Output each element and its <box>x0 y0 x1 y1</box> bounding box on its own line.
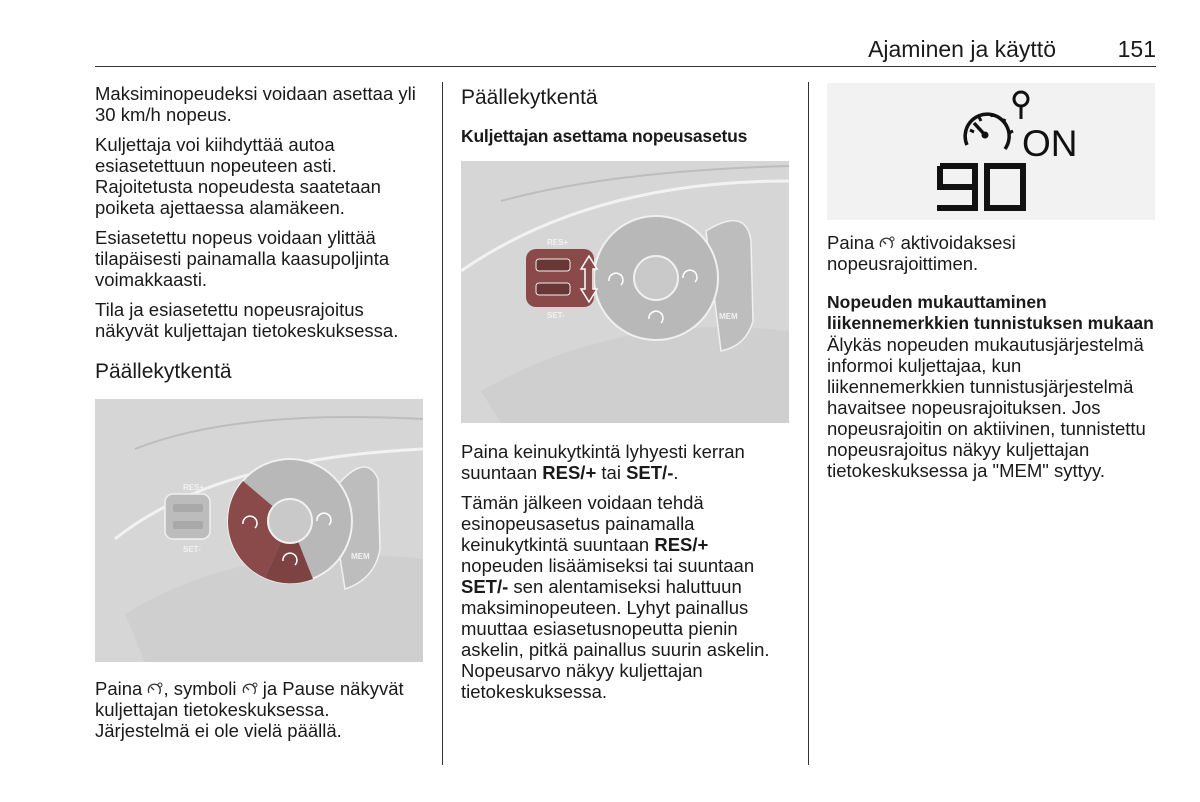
driver-display-figure <box>827 83 1155 220</box>
section-heading: Päällekytkentä <box>95 360 232 383</box>
rocker-switch-illustration <box>461 161 789 423</box>
paragraph: Tämän jälkeen voidaan tehdä esinopeusasetus painamalla keinukytkintä suuntaan RES/+ nopeuden lisäämiseksi tai suuntaan SET/- sen alentamiseksi haluttuun maksiminopeuteen. Lyhyt painallus muuttaa esiasetusnopeutta pienin askelin, pitkä painallus suurin askelin. Nopeusarvo näkyy kuljettajan tietokeskuksessa. <box>461 492 770 702</box>
speed-display-illustration <box>827 83 1155 220</box>
page-header <box>95 36 1156 67</box>
speed-limiter-icon <box>242 682 258 696</box>
paragraph: Älykäs nopeuden mukautusjärjestelmä informoi kuljettajaa, kun liikennemerkkien tunnistusjärjestelmä havaitsee nopeusrajoituksen. Jos nopeusrajoitin on aktiivinen, tunnistettu nopeusrajoitus näkyy kuljettajan tietokeskuksessa ja "MEM" syttyy. <box>827 334 1146 481</box>
steering-wheel-controls-figure <box>95 399 423 662</box>
steering-wheel-illustration <box>95 399 423 662</box>
column-2 <box>461 83 791 711</box>
speed-limiter-icon <box>879 236 895 250</box>
sub-heading: Kuljettajan asettama nopeusasetus <box>461 126 748 146</box>
paragraph: Esiasetettu nopeus voidaan ylittää tilapäisesti painamalla kaasupoljinta voimakkaasti. <box>95 227 390 290</box>
mem-label: MEM <box>351 552 370 561</box>
rocker-switch-figure <box>461 161 789 423</box>
set-label: SET- <box>547 311 565 320</box>
paragraph: Paina aktivoidaksesi nopeusrajoittimen. <box>827 232 1016 274</box>
mem-label: MEM <box>719 312 738 321</box>
column-divider-2 <box>808 82 809 765</box>
on-status-text: ON <box>1022 123 1078 164</box>
paragraph: Maksiminopeudeksi voidaan asettaa yli 30 km/h nopeus. <box>95 83 416 125</box>
set-label: SET- <box>183 545 201 554</box>
paragraph: Tila ja esiasetettu nopeusrajoitus näkyvät kuljettajan tietokeskuksessa. <box>95 299 399 341</box>
column-1 <box>95 83 425 750</box>
speed-limiter-icon <box>147 682 163 696</box>
column-divider-1 <box>442 82 443 765</box>
caption: Paina , symboli ja Pause näkyvät kuljettajan tietokeskuksessa. Järjestelmä ei ole vielä päällä. <box>95 678 404 741</box>
section-title: Ajaminen ja käyttö <box>868 36 1056 62</box>
page-number: 151 <box>1117 36 1156 62</box>
paragraph: Kuljettaja voi kiihdyttää autoa esiasetettuun nopeuteen asti. Rajoitetusta nopeudesta saatetaan poiketa ajettaessa alamäkeen. <box>95 134 381 218</box>
res-label: RES+ <box>183 483 205 492</box>
column-3 <box>827 83 1157 490</box>
section-heading: Päällekytkentä <box>461 86 598 109</box>
sub-heading: Nopeuden mukauttaminen liikennemerkkien tunnistuksen mukaan <box>827 292 1154 333</box>
res-label: RES+ <box>547 238 569 247</box>
paragraph: Paina keinukytkintä lyhyesti kerran suuntaan RES/+ tai SET/-. <box>461 441 745 483</box>
